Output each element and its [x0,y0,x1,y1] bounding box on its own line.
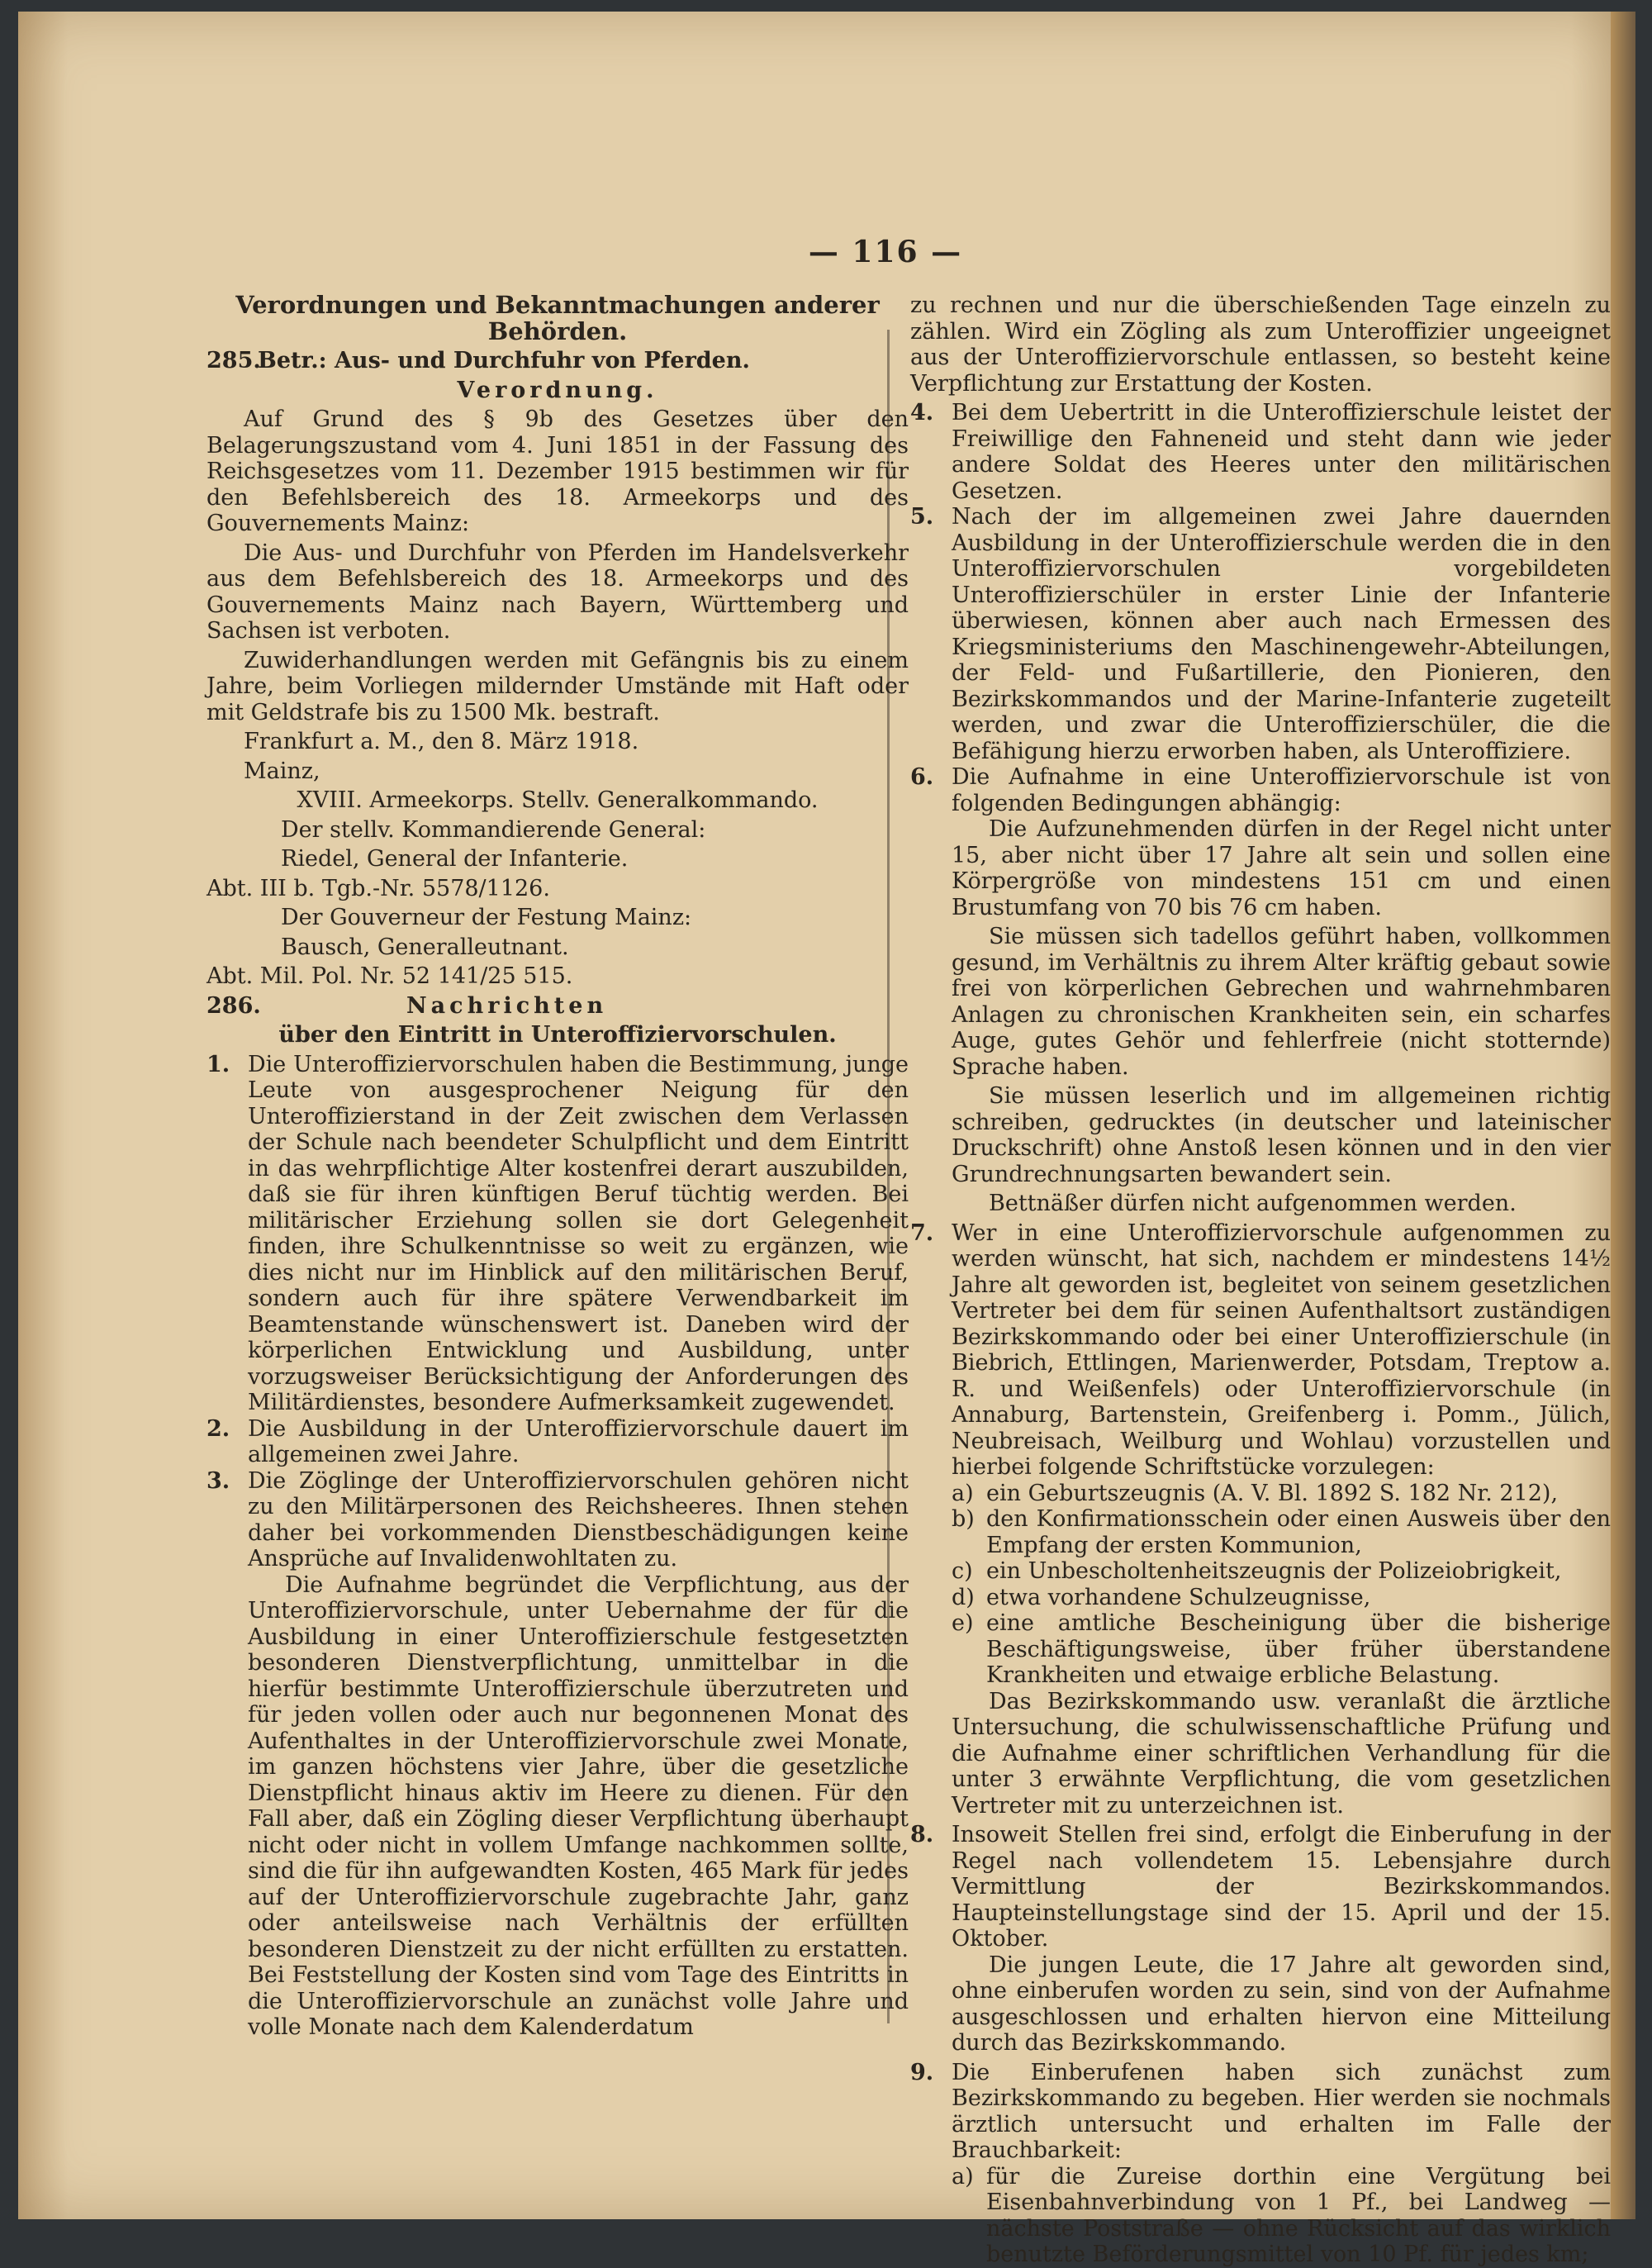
entry-subtitle: über den Eintritt in Unteroffiziervorschulen. [278,1022,837,1048]
section-heading: Verordnungen und Bekanntmachungen anderer Behörden. [235,291,880,345]
sub-item-text: den Konfirmationsschein oder einen Ausweis über den Empfang der ersten Kommunion, [986,1506,1611,1558]
paragraph: Die jungen Leute, die 17 Jahre alt geworden sind, ohne einberufen worden zu sein, sind von der Aufnahme ausgeschlossen und erhalten hiervon eine Mitteilung durch das Bezirkskommando. [952,1952,1611,2056]
signature-unit: XVIII. Armeekorps. Stellv. Generalkommando. [297,787,819,813]
sub-item-letter: c) [952,1558,973,1584]
sub-item-text: eine amtliche Bescheinigung über die bisherige Beschäftigungsweise, über früher überstandene Krankheiten und etwaige erbliche Belastung. [986,1610,1611,1688]
document-page [18,12,1629,2267]
list-item [910,504,1611,764]
sub-item-text: etwa vorhandene Schulzeugnisse, [986,1584,1371,1610]
sub-item [910,1481,1611,1507]
sub-item-text: ein Geburtszeugnis (A. V. Bl. 1892 S. 182 Nr. 212), [986,1480,1559,1506]
item-text: Bei dem Uebertritt in die Unteroffizierschule leistet der Freiwillige den Fahneneid und steht dann wie jeder andere Soldat des Heeres unter den militärischen Gesetzen. [952,400,1611,504]
item-number: 3. [206,1467,230,1494]
item-text: Die Aufnahme in eine Unteroffiziervorschule ist von folgenden Bedingungen abhängig: [952,764,1611,816]
item-number: 8. [910,1822,934,1847]
page-number: — 116 — [808,235,963,269]
list-item [910,400,1611,504]
sub-item-letter: a) [952,2163,974,2190]
list-item [206,1052,909,1416]
item-text: Die Zöglinge der Unteroffiziervorschulen gehören nicht zu den Militärpersonen des Reichsheeres. Ihnen stehen daher bei vorkommenden Dienstbeschädigungen keine Ansprüche auf Invalidenwohltaten zu. [248,1467,909,1571]
sub-item-letter: a) [952,1480,974,1506]
sub-item [910,1585,1611,1611]
item-text: Die Ausbildung in der Unteroffiziervorschule dauert im allgemeinen zwei Jahre. [248,1415,909,1467]
paragraph: Die Aus- und Durchfuhr von Pferden im Handelsverkehr aus dem Befehlsbereich des 18. Armeekorps und des Gouvernements Mainz nach Bayern, Württemberg und Sachsen ist verboten. [206,540,909,644]
signature-role: Der Gouverneur der Festung Mainz: [281,905,692,930]
paragraph: Bettnäßer dürfen nicht aufgenommen werden. [989,1191,1517,1216]
sub-item [910,1558,1611,1585]
item-number: 1. [206,1051,230,1077]
list-item [206,1468,909,1572]
page-edge [1611,12,1635,2219]
paragraph: Sie müssen sich tadellos geführt haben, vollkommen gesund, im Verhältnis zu ihrem Alter kräftig gebaut sowie frei von körperlichen Gebrechen und wahrnehmbaren Anlagen zu chronischen Krankheiten sein, ein scharfes Auge, gutes Gehör und fehlerfreie (nicht stotternde) Sprache haben. [952,924,1611,1080]
item-text: Die Einberufenen haben sich zunächst zum Bezirkskommando zu begeben. Hier werden sie nochmals ärztlich untersucht und erhalten im Falle der Brauchbarkeit: [952,2059,1611,2163]
entry-title: Nachrichten [406,992,608,1019]
item-number: 4. [910,400,934,426]
paragraph: zu rechnen und nur die überschießenden Tage einzeln zu zählen. Wird ein Zögling als zum Unteroffizier ungeeignet aus der Unteroffiziervorschule entlassen, so besteht keine Verpflichtung zur Erstattung der Kosten. [910,292,1611,397]
list-item [910,2060,1611,2164]
item-number: 6. [910,764,934,790]
paragraph: Die Aufzunehmenden dürfen in der Regel nicht unter 15, aber nicht über 17 Jahre alt sein und sollen eine Körpergröße von mindestens 151 cm und einen Brustumfang von 70 bis 76 cm haben. [952,816,1611,920]
list-item [206,1416,909,1468]
paragraph: Zuwiderhandlungen werden mit Gefängnis bis zu einem Jahre, beim Vorliegen mildernder Umstände mit Haft oder mit Geldstrafe bis zu 1500 Mk. bestraft. [206,647,909,725]
entry-number: 285. [206,348,261,373]
paragraph: Sie müssen leserlich und im allgemeinen richtig schreiben, gedrucktes (in deutscher und lateinischer Druckschrift) ohne Anstoß lesen können und in den vier Grundrechnungsarten bewandert sein. [952,1083,1611,1187]
entry-285-subject [206,348,909,374]
item-text: Nach der im allgemeinen zwei Jahre dauernden Ausbildung in der Unteroffizierschule werden die in den Unteroffiziervorschulen vorgebildeten Unteroffizierschüler in erster Linie der Infanterie überwiesen, können aber auch nach Ermessen des Kriegsministeriums den Maschinengewehr-Abteilungen, der Feld- und Fußartillerie, den Pionieren, den Bezirkskommandos und der Marine-Infanterie zugeteilt werden, und zwar die Unteroffizierschüler, die die Befähigung hierzu erworben haben, als Unteroffiziere. [952,504,1611,764]
sub-item-letter: e) [952,1610,974,1636]
left-column [206,292,909,2044]
list-item [910,764,1611,816]
sub-item-letter: b) [952,1506,975,1532]
sub-item-text: ein Unbescholtenheitszeugnis der Polizeiobrigkeit, [986,1558,1562,1584]
item-number: 9. [910,2059,934,2085]
right-column [910,292,1611,2268]
place-date: Frankfurt a. M., den 8. März 1918. [244,729,639,754]
item-text: Wer in eine Unteroffiziervorschule aufgenommen zu werden wünscht, hat sich, nachdem er mindestens 14½ Jahre alt geworden ist, begleitet von seinem gesetzlichen Vertreter bei dem für seinen Aufenthaltsort zuständigen Bezirkskommando oder bei einer Unteroffizierschule (in Biebrich, Ettlingen, Marienwerder, Potsdam, Treptow a. R. und Weißenfels) oder Unteroffiziervorschule (in Annaburg, Bartenstein, Greifenberg i. Pomm., Jülich, Neubreisach, Weilburg und Wohlau) vorzustellen und hierbei folgende Schriftstücke vorzulegen: [952,1220,1611,1480]
item-number: 5. [910,504,934,530]
paragraph: Die Aufnahme begründet die Verpflichtung, aus der Unteroffiziervorschule, unter Uebernahme der für die Ausbildung in einer Unteroffizierschule festgesetzten besonderen Dienstverpflichtung, unmittelbar in die hierfür bestimmte Unteroffizierschule überzutreten und für jeden vollen oder auch nur begonnenen Monat des Aufenthaltes in der Unteroffiziervorschule zwei Monate, im ganzen höchstens vier Jahre, über die gesetzliche Dienstpflicht hinaus aktiv im Heere zu dienen. Für den Fall aber, daß ein Zögling dieser Verpflichtung überhaupt nicht oder nicht in vollem Umfange nachkommen sollte, sind die für ihn aufgewandten Kosten, 465 Mark für jedes auf der Unteroffiziervorschule zugebrachte Jahr, ganz oder anteilsweise nach Verhältnis der erfüllten besonderen Dienstzeit zu der nicht erfüllten zu erstatten. Bei Feststellung der Kosten sind vom Tage des Eintritts in die Unteroffiziervorschule an zunächst volle Jahre und volle Monate nach dem Kalenderdatum [248,1571,909,2040]
entry-title: Verordnung. [457,377,658,403]
list-item [910,1822,1611,1952]
reference-number: Abt. III b. Tgb.-Nr. 5578/1126. [206,875,550,901]
item-number: 7. [910,1220,934,1246]
list-item [910,1220,1611,1481]
paragraph: Das Bezirkskommando usw. veranlaßt die ärztliche Untersuchung, die schulwissenschaftliche Prüfung und die Aufnahme einer schriftlichen Verhandlung für die unter 3 erwähnte Verpflichtung, die vom gesetzlichen Vertreter mit zu unterzeichnen ist. [952,1688,1611,1819]
item-text: Die Unteroffiziervorschulen haben die Bestimmung, junge Leute von ausgesprochener Neigung für den Unteroffizierstand in der Zeit zwischen dem Verlassen der Schule nach beendeter Schulpflicht und dem Eintritt in das wehrpflichtige Alter kostenfrei derart auszubilden, daß sie für ihren künftigen Beruf tüchtig werden. Bei militärischer Erziehung sollen sie dort Gelegenheit finden, ihre Schulkenntnisse so weit zu ergänzen, wie dies nicht nur im Hinblick auf den militärischen Beruf, sondern auch für ihre spätere Verwendbarkeit im Beamtenstande wünschenswert ist. Daneben wird der körperlichen Entwicklung und Ausbildung, unter vorzugsweiser Berücksichtigung der Anforderungen des Militärdienstes, besondere Aufmerksamkeit zugewendet. [248,1051,909,1415]
reference-number: Abt. Mil. Pol. Nr. 52 141/25 515. [206,963,573,989]
entry-286-title [206,993,909,1020]
signature-name: Riedel, General der Infanterie. [281,846,629,872]
city: Mainz, [244,758,320,784]
item-number: 2. [206,1415,230,1442]
signature-name: Bausch, Generalleutnant. [281,934,569,960]
sub-item [910,1610,1611,1689]
sub-item-text: für die Zureise dorthin eine Vergütung bei Eisenbahnverbindung von 1 Pf., bei Landweg — nächste Poststraße — ohne Rücksicht auf das wirklich benutzte Beförderungsmittel von 10 Pf. für jedes km; [986,2163,1611,2267]
sub-item [910,1506,1611,1558]
sub-item [910,2164,1611,2268]
signature-role: Der stellv. Kommandierende General: [281,816,706,843]
item-text: Insoweit Stellen frei sind, erfolgt die Einberufung in der Regel nach vollendetem 15. Lebensjahre durch Vermittlung der Bezirkskommandos. Haupteinstellungstage sind der 15. April und der 15. Oktober. [952,1822,1611,1952]
entry-subject: Betr.: Aus- und Durchfuhr von Pferden. [258,348,750,373]
sub-item-letter: d) [952,1584,975,1610]
paragraph: Auf Grund des § 9b des Gesetzes über den Belagerungszustand vom 4. Juni 1851 in der Fassung des Reichsgesetzes vom 11. Dezember 1915 bestimmen wir für den Befehlsbereich des 18. Armeekorps und des Gouvernements Mainz: [206,407,909,536]
entry-number: 286. [206,992,261,1019]
